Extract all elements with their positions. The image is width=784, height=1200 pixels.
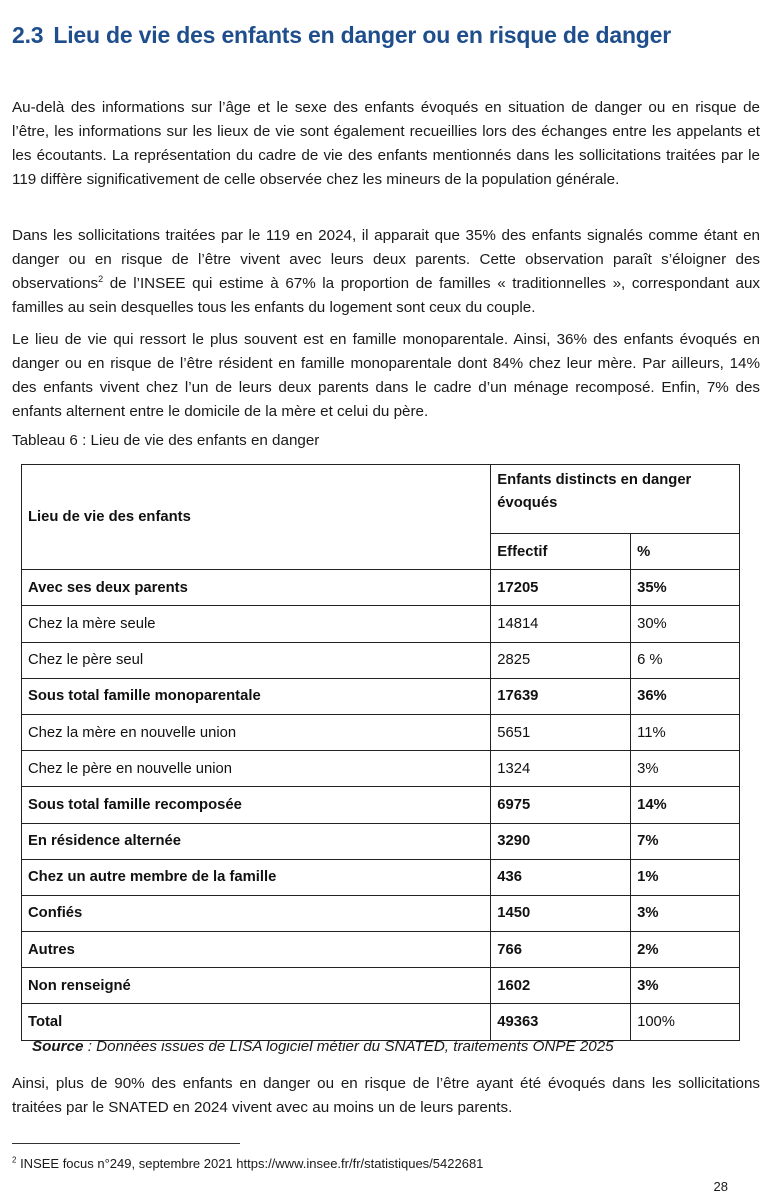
table-row <box>22 932 740 968</box>
row-label: Chez le père en nouvelle union <box>22 751 491 787</box>
row-percent: 30% <box>631 606 740 642</box>
row-label: Sous total famille recomposée <box>22 787 491 823</box>
row-effectif: 5651 <box>491 714 631 750</box>
row-label: Avec ses deux parents <box>22 570 491 606</box>
row-label: Chez un autre membre de la famille <box>22 859 491 895</box>
row-label: Sous total famille monoparentale <box>22 678 491 714</box>
source-label: Source <box>32 1038 84 1055</box>
section-heading <box>12 22 772 49</box>
table-row <box>22 787 740 823</box>
row-percent: 7% <box>631 823 740 859</box>
row-percent: 3% <box>631 751 740 787</box>
table-row <box>22 714 740 750</box>
row-effectif: 14814 <box>491 606 631 642</box>
row-effectif: 2825 <box>491 642 631 678</box>
paragraph-single-parent: Le lieu de vie qui ressort le plus souvent est en famille monoparentale. Ainsi, 36% des enfants évoqués en danger ou en risque de l’être résident en famille monoparentale dont 84% chez leur mère. Par ailleurs, 14% des enfants vivent chez l’un de leurs deux parents dans le cadre d’un ménage recomposé. Enfin, 7% des enfants alternent entre le domicile de la mère et celui du père. <box>12 331 760 420</box>
row-effectif: 436 <box>491 859 631 895</box>
header-children-group: Enfants distincts en danger évoqués <box>491 465 740 534</box>
row-percent: 11% <box>631 714 740 750</box>
footnote-text[interactable]: INSEE focus n°249, septembre 2021 https://www.insee.fr/fr/statistiques/5422681 <box>16 1156 484 1171</box>
row-label: Autres <box>22 932 491 968</box>
row-effectif: 6975 <box>491 787 631 823</box>
row-percent: 6 % <box>631 642 740 678</box>
table-row <box>22 895 740 931</box>
row-percent: 3% <box>631 895 740 931</box>
table-row <box>22 823 740 859</box>
table-row <box>22 968 740 1004</box>
table-row <box>22 678 740 714</box>
row-label: Chez le père seul <box>22 642 491 678</box>
table-row <box>22 751 740 787</box>
table-row <box>22 1004 740 1040</box>
paragraph-intro: Au-delà des informations sur l’âge et le sexe des enfants évoqués en situation de danger ou en risque de l’être, les informations sur les lieux de vie sont également recueillies lors des échanges entre les appelants et les écoutants. La représentation du cadre de vie des enfants mentionnés dans les sollicitations traitées par le 119 diffère significativement de celle observée chez les mineurs de la population générale. <box>12 99 760 188</box>
row-effectif: 1450 <box>491 895 631 931</box>
header-effectif: Effectif <box>491 534 631 570</box>
paragraph-two-parents-text-a: Dans les sollicitations traitées par le 119 en 2024, il apparait que 35% des enfants signalés comme étant en danger ou en risque de l’être vivent avec leurs deux parents. Cette observation paraît s’éloigner des observations <box>12 227 760 292</box>
living-place-table <box>21 464 740 1041</box>
table-row <box>22 570 740 606</box>
table-row <box>22 859 740 895</box>
row-percent: 35% <box>631 570 740 606</box>
row-effectif: 17205 <box>491 570 631 606</box>
row-label: Confiés <box>22 895 491 931</box>
row-percent: 36% <box>631 678 740 714</box>
paragraph-two-parents <box>12 224 760 320</box>
table-body <box>22 570 740 1040</box>
footnote-separator <box>12 1143 240 1144</box>
row-label: Total <box>22 1004 491 1040</box>
page-number: 28 <box>713 1179 728 1194</box>
row-effectif: 17639 <box>491 678 631 714</box>
footnote-reference[interactable]: 2 <box>98 273 104 284</box>
row-label: Chez la mère seule <box>22 606 491 642</box>
footnote <box>12 1156 483 1171</box>
row-percent: 100% <box>631 1004 740 1040</box>
table-row <box>22 606 740 642</box>
row-effectif: 1602 <box>491 968 631 1004</box>
header-living-place: Lieu de vie des enfants <box>22 465 491 570</box>
paragraph-two-parents-text-b: de l’INSEE qui estime à 67% la proportion de familles « traditionnelles », correspondant aux familles au sein desquelles tous les enfants du logement sont ceux du couple. <box>12 275 760 316</box>
paragraph-conclusion: Ainsi, plus de 90% des enfants en danger ou en risque de l’être ayant été évoqués dans les sollicitations traitées par le SNATED en 2024 vivent avec au moins un de leurs parents. <box>12 1075 760 1116</box>
row-percent: 3% <box>631 968 740 1004</box>
row-effectif: 1324 <box>491 751 631 787</box>
row-percent: 14% <box>631 787 740 823</box>
table-caption: Tableau 6 : Lieu de vie des enfants en danger <box>12 432 320 449</box>
row-percent: 2% <box>631 932 740 968</box>
header-percent: % <box>631 534 740 570</box>
row-effectif: 49363 <box>491 1004 631 1040</box>
row-percent: 1% <box>631 859 740 895</box>
row-label: Chez la mère en nouvelle union <box>22 714 491 750</box>
row-label: En résidence alternée <box>22 823 491 859</box>
footnote-number: 2 <box>12 1155 17 1165</box>
row-effectif: 3290 <box>491 823 631 859</box>
section-title: Lieu de vie des enfants en danger ou en risque de danger <box>53 22 671 48</box>
table-row <box>22 642 740 678</box>
table-source <box>32 1038 614 1055</box>
row-label: Non renseigné <box>22 968 491 1004</box>
section-number: 2.3 <box>12 22 44 48</box>
row-effectif: 766 <box>491 932 631 968</box>
source-text: : Données issues de LISA logiciel métier du SNATED, traitements ONPE 2025 <box>83 1038 614 1055</box>
